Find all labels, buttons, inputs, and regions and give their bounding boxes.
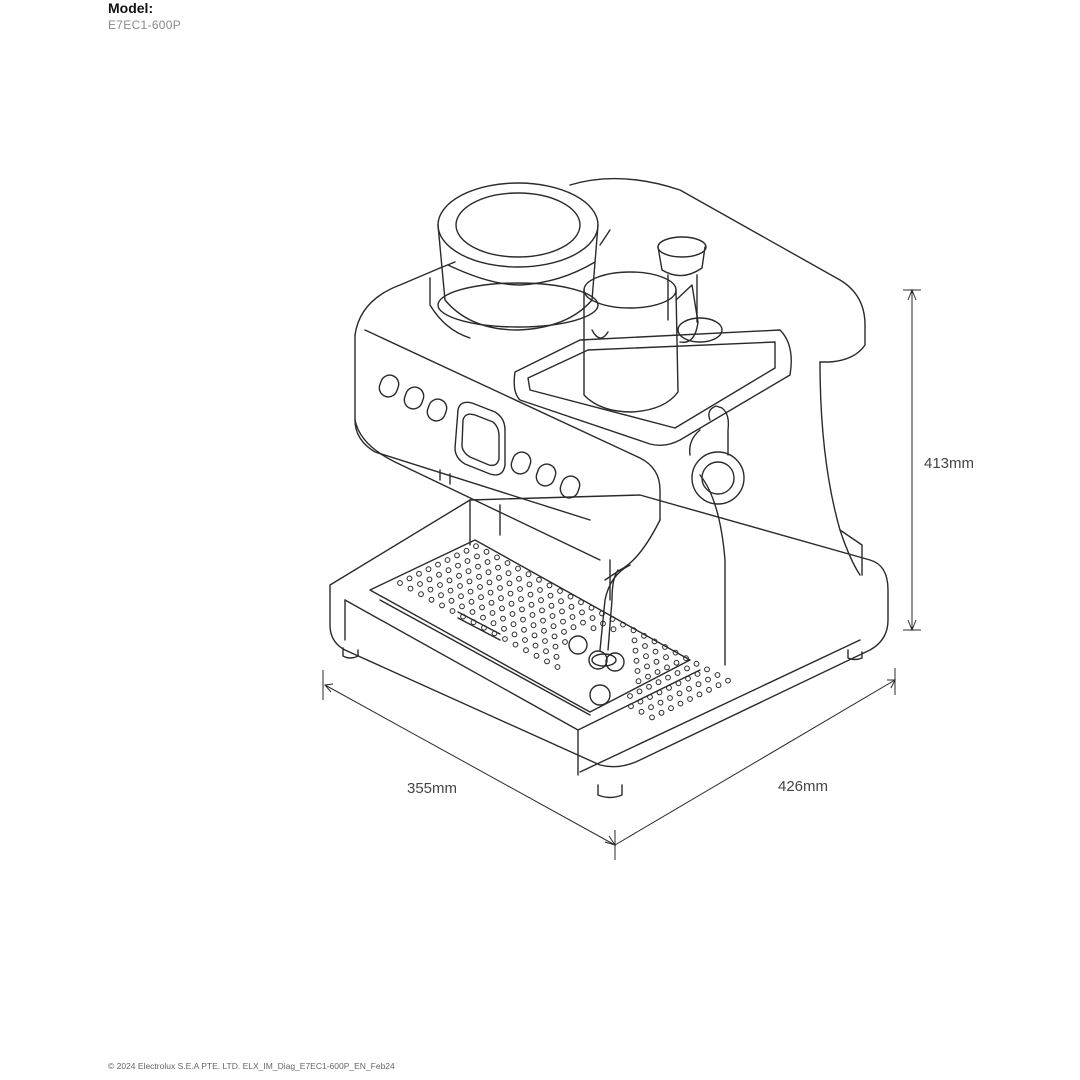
grille-hole [429, 597, 434, 602]
grille-hole [519, 597, 524, 602]
grille-hole [467, 579, 472, 584]
milk-jug [584, 272, 698, 412]
grille-hole [547, 583, 552, 588]
grille-hole [459, 594, 464, 599]
grille-hole [458, 584, 463, 589]
grille-hole [657, 690, 662, 695]
grille-hole [570, 615, 575, 620]
width-dimension: 355mm [407, 780, 458, 797]
group-head [440, 470, 624, 705]
grille-hole [685, 666, 690, 671]
grille-hole [439, 593, 444, 598]
grille-hole [517, 576, 522, 581]
cup-warmer-tray [514, 330, 791, 445]
grille-hole [497, 575, 502, 580]
grille-hole [524, 648, 529, 653]
grille-hole [446, 568, 451, 573]
grille-hole [540, 608, 545, 613]
grille-hole [417, 571, 422, 576]
grille-hole [445, 558, 450, 563]
grille-hole [507, 581, 512, 586]
grille-hole [488, 590, 493, 595]
grille-hole [666, 675, 671, 680]
grille-hole [688, 697, 693, 702]
grille-hole [539, 598, 544, 603]
grille-hole [580, 610, 585, 615]
grille-hole [560, 609, 565, 614]
model-number: E7EC1-600P [108, 17, 182, 32]
grille-hole [523, 638, 528, 643]
grille-hole [487, 580, 492, 585]
steam-knob [658, 237, 722, 342]
grille-hole [476, 564, 481, 569]
drip-tray-grille [370, 540, 690, 715]
grille-hole [501, 616, 506, 621]
grille-hole [568, 594, 573, 599]
grille-hole [449, 598, 454, 603]
grille-hole [485, 560, 490, 565]
grille-hole [512, 632, 517, 637]
grille-hole [552, 634, 557, 639]
grille-hole [559, 599, 564, 604]
grille-hole [549, 603, 554, 608]
grille-hole [706, 677, 711, 682]
grille-hole [521, 617, 526, 622]
grille-hole [438, 583, 443, 588]
grille-hole [518, 587, 523, 592]
grille-hole [571, 625, 576, 630]
grille-hole [686, 676, 691, 681]
grille-hole [457, 573, 462, 578]
grille-hole [697, 692, 702, 697]
left-buttons [377, 373, 449, 424]
grille-hole [555, 665, 560, 670]
grille-hole [664, 655, 669, 660]
grille-hole [475, 554, 480, 559]
grille-hole [554, 654, 559, 659]
grille-hole [505, 561, 510, 566]
grille-hole [408, 586, 413, 591]
grille-holes [398, 544, 731, 720]
grille-hole [591, 626, 596, 631]
grille-hole [465, 559, 470, 564]
grille-hole [633, 648, 638, 653]
grille-hole [581, 620, 586, 625]
grille-hole [527, 582, 532, 587]
grille-hole [490, 611, 495, 616]
grille-hole [634, 658, 639, 663]
grille-hole [481, 615, 486, 620]
grille-hole [448, 588, 453, 593]
grille-hole [643, 644, 648, 649]
depth-dimension: 426mm [778, 778, 829, 795]
grille-hole [644, 654, 649, 659]
grille-hole [484, 549, 489, 554]
grille-hole [675, 671, 680, 676]
grille-hole [479, 595, 484, 600]
grille-hole [543, 639, 548, 644]
grille-hole [668, 696, 673, 701]
grille-hole [645, 664, 650, 669]
grille-hole [466, 569, 471, 574]
grille-hole [659, 710, 664, 715]
grille-hole [649, 705, 654, 710]
grille-hole [419, 592, 424, 597]
grille-hole [716, 683, 721, 688]
grille-hole [632, 638, 637, 643]
grille-hole [707, 687, 712, 692]
grille-hole [541, 618, 546, 623]
grille-hole [667, 685, 672, 690]
grille-hole [450, 609, 455, 614]
grille-hole [499, 596, 504, 601]
grille-hole [646, 674, 651, 679]
grille-hole [669, 706, 674, 711]
grille-hole [513, 642, 518, 647]
grille-hole [528, 592, 533, 597]
grille-hole [502, 626, 507, 631]
grille-hole [426, 567, 431, 572]
grille-hole [635, 669, 640, 674]
grille-hole [418, 582, 423, 587]
grille-hole [611, 627, 616, 632]
grille-hole [656, 680, 661, 685]
grille-hole [398, 581, 403, 586]
grille-hole [550, 614, 555, 619]
grille-hole [553, 644, 558, 649]
grille-hole [650, 715, 655, 720]
grille-hole [538, 588, 543, 593]
grille-hole [531, 623, 536, 628]
grille-hole [509, 601, 514, 606]
grille-hole [655, 670, 660, 675]
side-lever [690, 406, 744, 504]
grille-hole [694, 661, 699, 666]
grille-hole [469, 599, 474, 604]
grille-hole [534, 653, 539, 658]
grille-hole [526, 572, 531, 577]
grille-hole [590, 616, 595, 621]
grille-hole [500, 606, 505, 611]
grille-hole [544, 649, 549, 654]
center-display [455, 402, 505, 475]
grille-hole [491, 621, 496, 626]
grille-hole [495, 555, 500, 560]
grille-hole [470, 610, 475, 615]
grille-hole [658, 700, 663, 705]
grille-hole [530, 613, 535, 618]
grille-hole [674, 660, 679, 665]
grille-hole [428, 587, 433, 592]
grille-hole [468, 589, 473, 594]
grille-hole [522, 627, 527, 632]
footer-copyright: © 2024 Electrolux S.E.A PTE. LTD. ELX_IM_Diag_E7EC1-600P_EN_Feb24 [108, 1061, 395, 1071]
grille-hole [665, 665, 670, 670]
grille-hole [478, 585, 483, 590]
grille-hole [687, 686, 692, 691]
grille-hole [529, 602, 534, 607]
dimension-lines [323, 290, 921, 860]
grille-hole [489, 600, 494, 605]
grille-hole [569, 604, 574, 609]
height-dimension: 413mm [924, 455, 975, 472]
grille-hole [678, 701, 683, 706]
grille-hole [676, 681, 681, 686]
grille-hole [653, 649, 658, 654]
grille-hole [496, 565, 501, 570]
grille-hole [558, 589, 563, 594]
grille-hole [696, 682, 701, 687]
grille-hole [436, 562, 441, 567]
grille-hole [563, 640, 568, 645]
grille-hole [637, 689, 642, 694]
grille-hole [561, 619, 566, 624]
grille-hole [498, 586, 503, 591]
grille-hole [520, 607, 525, 612]
grille-hole [510, 612, 515, 617]
grille-hole [647, 684, 652, 689]
grille-hole [506, 571, 511, 576]
grille-hole [456, 563, 461, 568]
grille-hole [480, 605, 485, 610]
grille-hole [447, 578, 452, 583]
grille-hole [427, 577, 432, 582]
grille-hole [516, 566, 521, 571]
grille-hole [532, 633, 537, 638]
grille-hole [562, 629, 567, 634]
grille-hole [474, 544, 479, 549]
grille-hole [511, 622, 516, 627]
grille-hole [508, 591, 513, 596]
grille-hole [705, 667, 710, 672]
grille-hole [455, 553, 460, 558]
grille-hole [715, 673, 720, 678]
grille-hole [589, 605, 594, 610]
grille-hole [486, 570, 491, 575]
grille-hole [636, 679, 641, 684]
grille-hole [726, 678, 731, 683]
grille-hole [533, 643, 538, 648]
grille-hole [579, 600, 584, 605]
bean-hopper [430, 183, 598, 338]
grille-hole [545, 659, 550, 664]
grille-hole [551, 624, 556, 629]
grille-hole [440, 603, 445, 608]
grille-hole [503, 637, 508, 642]
grille-hole [407, 576, 412, 581]
model-label: Model: [108, 0, 154, 16]
grille-hole [639, 709, 644, 714]
right-buttons [509, 450, 582, 501]
grille-hole [464, 548, 469, 553]
grille-hole [460, 604, 465, 609]
grille-hole [695, 672, 700, 677]
grille-hole [542, 628, 547, 633]
grille-hole [477, 574, 482, 579]
grille-hole [537, 577, 542, 582]
grille-hole [628, 694, 633, 699]
grille-hole [548, 593, 553, 598]
grille-hole [677, 691, 682, 696]
grille-hole [654, 659, 659, 664]
grille-hole [437, 572, 442, 577]
